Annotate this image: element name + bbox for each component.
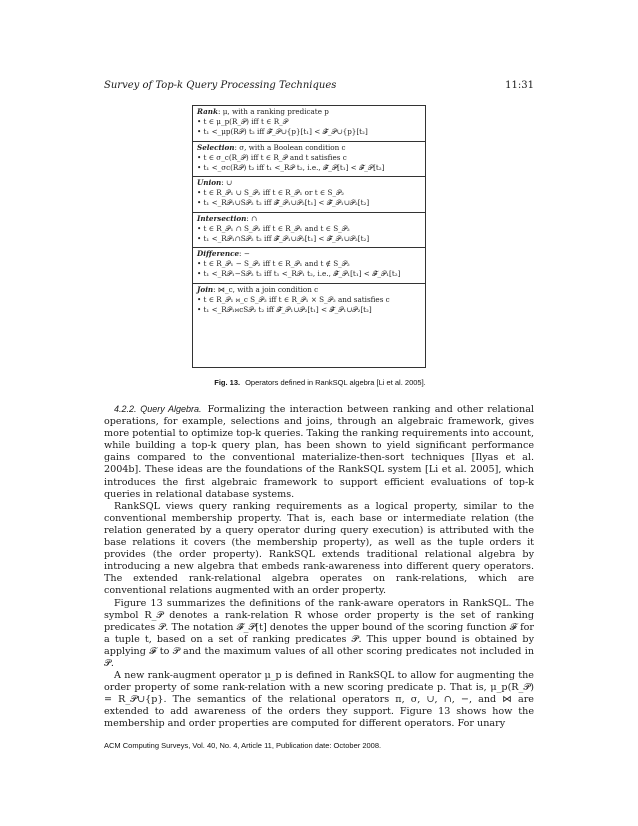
figure-caption bbox=[170, 378, 470, 387]
running-header bbox=[104, 80, 534, 96]
operator-rank bbox=[193, 106, 425, 142]
operator-heading: Join: ⋈_c, with a join condition c bbox=[197, 284, 319, 294]
paragraph: Figure 13 summarizes the definitions of the rank-aware operators in RankSQL. The symbol R_𝒫 denotes a rank-relation R whose order property is the set of ranking predicates 𝒫. The notation 𝓕̄_𝒫[t] denotes the upper bound of the scoring function 𝓕 for a tuple t, based on a set of ranking predicates 𝒫. This upper bound is obtained by applying 𝓕 to 𝒫 and the maximum values of all other scoring predicates not included in 𝒫. bbox=[104, 597, 534, 669]
figure-operators-box bbox=[192, 105, 426, 368]
operator-intersection bbox=[193, 213, 425, 249]
operator-membership-rule: • t ∈ R_𝒫₁ ⋈_c S_𝒫₂ iff t ∈ R_𝒫₁ × S_𝒫₂ and satisfies c bbox=[197, 294, 390, 304]
paragraph: 4.2.2. Query Algebra. Formalizing the interaction between ranking and other relational operations, for example, selections and joins, through an algebraic framework, gives more potential to optimize top-k queries. Taking the ranking requirements into account, while building a top-k query plan, has been shown to yield significant performance gains compared to the conventional materialize-then-sort techniques [Ilyas et al. 2004b]. These ideas are the foundations of the RankSQL system [Li et al. 2005], which introduces the first algebraic framework to support efficient evaluations of top-k queries in relational database systems. bbox=[104, 404, 534, 500]
operator-membership-rule: • t ∈ R_𝒫₁ ∪ S_𝒫₂ iff t ∈ R_𝒫₁ or t ∈ S_𝒫₂ bbox=[197, 188, 345, 198]
operator-membership-rule: • t ∈ μ_p(R_𝒫) iff t ∈ R_𝒫 bbox=[197, 117, 288, 126]
operator-order-rule: • t₁ <_R𝒫₁−S𝒫₂ t₂ iff t₁ <_R𝒫₁ t₂, i.e., 𝓕̄_𝒫₁[t₁] < 𝓕̄_𝒫₁[t₂] bbox=[197, 269, 401, 279]
operator-membership-rule: • t ∈ R_𝒫₁ − S_𝒫₂ iff t ∈ R_𝒫₁ and t ∉ S_𝒫₂ bbox=[197, 259, 350, 269]
operator-membership-rule: • t ∈ σ_c(R_𝒫) iff t ∈ R_𝒫 and t satisfies c bbox=[197, 152, 347, 162]
operator-heading: Rank: μ, with a ranking predicate p bbox=[197, 107, 329, 116]
paragraph: A new rank-augment operator μ_p is defined in RankSQL to allow for augmenting the order property of some rank-relation with a new scoring predicate p. That is, μ_p(R_𝒫) = R_𝒫∪{p}. The semantics of the relational operators π, σ, ∪, ∩, −, and ⋈ are extended to add awareness of the orders they support. Figure 13 shows how the membership and order properties are computed for different operators. For unary bbox=[104, 670, 534, 730]
paragraph: RankSQL views query ranking requirements as a logical property, similar to the conventional membership property. That is, each base or intermediate relation (the relation generated by a query operator during query execution) is attributed with the base relations it covers (the membership property), as well as the tuple orders it provides (the order property). RankSQL extends traditional relational algebra by introducing a new algebra that embeds rank-awareness into different query operators. The extended rank-relational algebra operates on rank-relations, which are conventional relations augmented with an order property. bbox=[104, 500, 534, 597]
operator-order-rule: • t₁ <_μp(R𝒫) t₂ iff 𝓕̄_𝒫∪{p}[t₁] < 𝓕̄_𝒫∪{p}[t₂] bbox=[197, 127, 368, 136]
operator-order-rule: • t₁ <_σc(R𝒫) t₂ iff t₁ <_R𝒫 t₂, i.e., 𝓕̄_𝒫[t₁] < 𝓕̄_𝒫[t₂] bbox=[197, 162, 385, 172]
operator-order-rule: • t₁ <_R𝒫₁∩S𝒫₂ t₂ iff 𝓕̄_𝒫₁∪𝒫₂[t₁] < 𝓕̄_𝒫₁∪𝒫₂[t₂] bbox=[197, 233, 370, 243]
page-footer: ACM Computing Surveys, Vol. 40, No. 4, Article 11, Publication date: October 2008. bbox=[104, 741, 382, 750]
operator-selection bbox=[193, 142, 425, 178]
operator-union bbox=[193, 177, 425, 213]
operator-heading: Union: ∪ bbox=[197, 178, 232, 188]
figure-caption-text: Operators defined in RankSQL algebra [Li et al. 2005]. bbox=[245, 378, 426, 387]
operator-membership-rule: • t ∈ R_𝒫₁ ∩ S_𝒫₂ iff t ∈ R_𝒫₁ and t ∈ S_𝒫₂ bbox=[197, 223, 350, 233]
figure-label: Fig. 13. bbox=[214, 378, 241, 387]
operator-difference bbox=[193, 248, 425, 284]
operator-heading: Selection: σ, with a Boolean condition c bbox=[197, 142, 346, 152]
operator-heading: Difference: − bbox=[197, 249, 250, 259]
operator-order-rule: • t₁ <_R𝒫₁∪S𝒫₂ t₂ iff 𝓕̄_𝒫₁∪𝒫₂[t₁] < 𝓕̄_𝒫₁∪𝒫₂[t₂] bbox=[197, 198, 370, 208]
operator-heading: Intersection: ∩ bbox=[197, 213, 258, 223]
subsection-heading: 4.2.2. Query Algebra. bbox=[114, 404, 202, 414]
operator-order-rule: • t₁ <_R𝒫₁⋈cS𝒫₂ t₂ iff 𝓕̄_𝒫₁∪𝒫₂[t₁] < 𝓕̄_𝒫₁∪𝒫₂[t₂] bbox=[197, 304, 372, 314]
page-number: 11:31 bbox=[505, 80, 534, 91]
body-text bbox=[104, 403, 534, 731]
operator-join bbox=[193, 284, 425, 320]
running-title: Survey of Top-k Query Processing Techniques bbox=[104, 80, 337, 91]
